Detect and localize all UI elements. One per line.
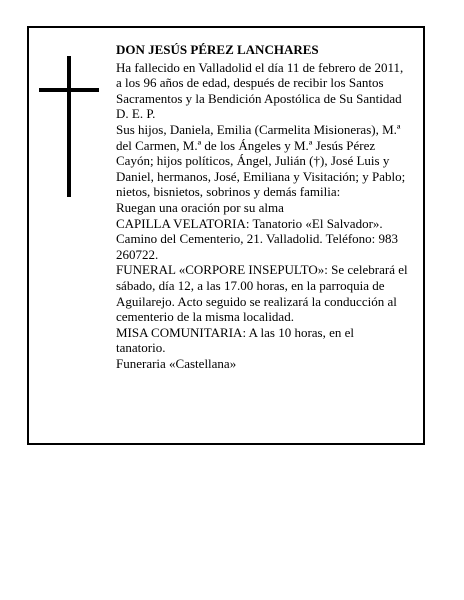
text-line: Cayón; hijos políticos, Ángel, Julián (†), José Luis y (116, 153, 390, 169)
mass-line: MISA COMUNITARIA: A las 10 horas, en el (116, 324, 355, 340)
notice-body (116, 42, 420, 371)
text-line: cementerio de la misma localidad. (116, 309, 294, 325)
text-line: Sus hijos, Daniela, Emilia (Carmelita Misioneras), M.ª (116, 121, 401, 137)
text-line: 260722. (116, 246, 159, 262)
text-line: Daniel, hermanos, José, Emiliana y Visitación; y Pablo; (116, 168, 406, 184)
funeral-home-line: Funeraria «Castellana» (116, 355, 237, 371)
cross-vertical-bar (67, 56, 71, 197)
chapel-line: CAPILLA VELATORIA: Tanatorio «El Salvador». (116, 215, 383, 231)
text-line: a los 96 años de edad, después de recibir los Santos (116, 75, 384, 91)
text-line: sábado, día 12, a las 17.00 horas, en la parroquia de (116, 277, 385, 293)
text-line: Aguilarejo. Acto seguido se realizará la conducción al (116, 293, 397, 309)
deceased-name: DON JESÚS PÉREZ LANCHARES (116, 42, 319, 57)
obituary-notice (27, 26, 425, 445)
text-line: nietos, bisnietos, sobrinos y demás familia: (116, 184, 341, 200)
cross-icon (39, 56, 99, 197)
rip-line: D. E. P. (116, 106, 156, 122)
text-line: tanatorio. (116, 340, 166, 356)
text-line: Camino del Cementerio, 21. Valladolid. Teléfono: 983 (116, 231, 399, 247)
text-line: Ha fallecido en Valladolid el día 11 de febrero de 2011, (116, 59, 404, 75)
prayer-request-line: Ruegan una oración por su alma (116, 199, 284, 215)
text-line: del Carmen, M.ª de los Ángeles y M.ª Jesús Pérez (116, 137, 376, 153)
cross-horizontal-bar (39, 88, 99, 92)
funeral-line: FUNERAL «CORPORE INSEPULTO»: Se celebrará el (116, 262, 408, 278)
text-line: Sacramentos y la Bendición Apostólica de Su Santidad (116, 90, 402, 106)
